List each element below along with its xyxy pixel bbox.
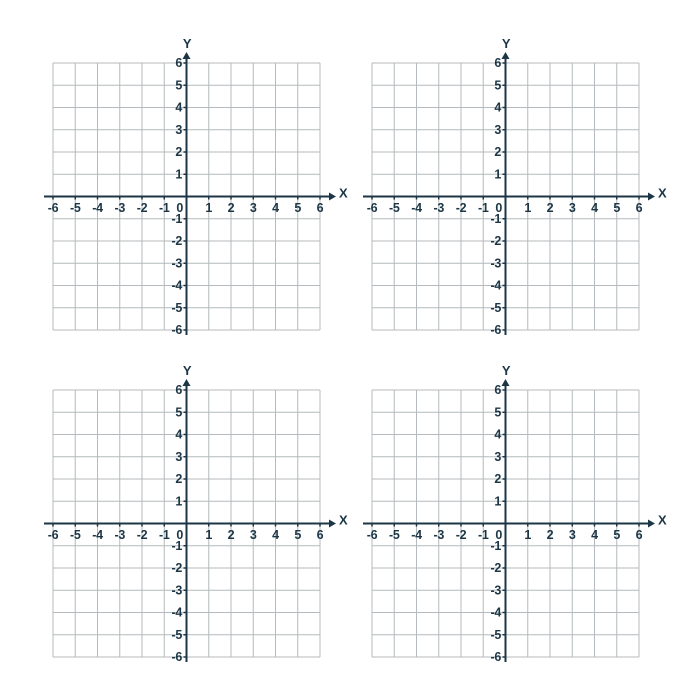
coordinate-plane-top-left	[24, 35, 356, 347]
x-tick-label: -2	[136, 201, 148, 215]
y-tick-label: 4	[494, 100, 501, 115]
x-tick-label: 4	[272, 528, 279, 542]
y-tick-label: -2	[171, 234, 182, 249]
x-tick-label: 1	[205, 528, 213, 542]
y-tick-label: 4	[175, 100, 182, 115]
x-tick-label: -6	[366, 528, 378, 542]
y-tick-label: -1	[490, 211, 501, 226]
y-tick-label: -4	[490, 605, 501, 620]
y-tick-label: 5	[494, 405, 501, 420]
x-axis-label: X	[339, 512, 348, 528]
axes	[44, 385, 330, 665]
x-tick-label: 2	[546, 201, 554, 215]
coordinate-plane-svg	[343, 362, 675, 674]
x-tick-label: -4	[411, 528, 422, 542]
y-tick-label: 5	[494, 78, 501, 93]
x-tick-label: 6	[635, 201, 643, 215]
x-tick-label: 3	[568, 201, 576, 215]
coordinate-plane-top-right	[343, 35, 675, 347]
x-tick-label: -6	[47, 528, 59, 542]
y-axis-label: Y	[501, 363, 511, 378]
x-tick-label: -2	[455, 528, 467, 542]
coordinate-plane-svg	[24, 362, 356, 674]
x-tick-label: -2	[455, 201, 467, 215]
coordinate-plane-svg	[343, 35, 675, 347]
x-tick-label: 5	[294, 201, 302, 215]
x-tick-label: -2	[136, 528, 148, 542]
x-tick-label: 2	[227, 201, 235, 215]
coordinate-plane-svg	[24, 35, 356, 347]
x-tick-label: 1	[524, 201, 532, 215]
y-axis-label: Y	[182, 36, 192, 51]
x-tick-label: -4	[411, 201, 422, 215]
x-tick-label: 5	[613, 201, 621, 215]
x-tick-label: -3	[114, 528, 126, 542]
y-tick-label: 1	[494, 167, 501, 182]
y-axis-label: Y	[501, 36, 511, 51]
y-tick-label: -1	[171, 538, 182, 553]
y-tick-label: 1	[175, 494, 182, 509]
x-tick-label: 5	[294, 528, 302, 542]
y-tick-label: -1	[490, 538, 501, 553]
y-tick-label: -4	[171, 605, 182, 620]
coordinate-plane-bottom-left	[24, 362, 356, 674]
x-axis-arrow-icon	[329, 193, 336, 201]
x-axis-arrow-icon	[648, 193, 655, 201]
y-tick-label: -3	[490, 583, 501, 598]
y-tick-label: -4	[171, 278, 182, 293]
x-tick-label: -5	[388, 201, 400, 215]
x-tick-label: -1	[158, 201, 170, 215]
axes	[363, 58, 649, 338]
x-tick-label: -1	[477, 201, 489, 215]
y-tick-label: 6	[494, 383, 501, 398]
y-tick-label: -6	[490, 323, 501, 338]
y-tick-label: 2	[494, 145, 501, 160]
x-axis-label: X	[339, 185, 348, 201]
x-tick-label: 3	[249, 528, 257, 542]
y-tick-label: 3	[494, 449, 501, 464]
y-tick-label: 4	[175, 427, 182, 442]
x-tick-label: 0	[495, 528, 502, 542]
y-tick-label: 6	[175, 383, 182, 398]
y-axis-arrow-icon	[502, 379, 510, 386]
x-axis-arrow-icon	[329, 520, 336, 528]
y-tick-label: 2	[175, 472, 182, 487]
x-tick-label: 6	[316, 528, 324, 542]
x-axis-arrow-icon	[648, 520, 655, 528]
y-tick-label: 3	[175, 449, 182, 464]
axes	[363, 385, 649, 665]
y-tick-label: -5	[490, 627, 501, 642]
y-tick-label: -3	[171, 583, 182, 598]
y-axis-arrow-icon	[502, 52, 510, 59]
y-tick-label: 2	[494, 472, 501, 487]
x-tick-label: 1	[205, 201, 213, 215]
y-axis-arrow-icon	[183, 52, 191, 59]
x-tick-label: -1	[158, 528, 170, 542]
y-tick-label: -3	[490, 256, 501, 271]
y-tick-label: -2	[490, 561, 501, 576]
x-tick-label: 1	[524, 528, 532, 542]
y-tick-label: -5	[490, 300, 501, 315]
x-tick-label: 6	[635, 528, 643, 542]
x-tick-label: -4	[92, 528, 103, 542]
y-axis-arrow-icon	[183, 379, 191, 386]
coordinate-plane-bottom-right	[343, 362, 675, 674]
x-tick-label: 4	[591, 201, 598, 215]
x-tick-label: 4	[591, 528, 598, 542]
y-axis-label: Y	[182, 363, 192, 378]
x-tick-label: -4	[92, 201, 103, 215]
y-tick-label: 3	[175, 122, 182, 137]
y-tick-label: -6	[171, 323, 182, 338]
x-tick-label: 3	[568, 528, 576, 542]
x-tick-label: 2	[227, 528, 235, 542]
y-tick-label: -1	[171, 211, 182, 226]
x-axis-label: X	[658, 512, 667, 528]
y-tick-label: 5	[175, 78, 182, 93]
y-tick-label: -6	[171, 650, 182, 665]
y-tick-label: -6	[490, 650, 501, 665]
y-tick-label: 5	[175, 405, 182, 420]
y-tick-label: 6	[175, 56, 182, 71]
x-axis-label: X	[658, 185, 667, 201]
x-tick-label: -1	[477, 528, 489, 542]
x-tick-label: 6	[316, 201, 324, 215]
x-tick-label: -3	[433, 201, 445, 215]
y-tick-label: 2	[175, 145, 182, 160]
x-tick-label: -3	[433, 528, 445, 542]
y-tick-label: -3	[171, 256, 182, 271]
x-tick-label: 5	[613, 528, 621, 542]
x-tick-label: -5	[388, 528, 400, 542]
x-tick-label: 0	[176, 528, 183, 542]
y-tick-label: -2	[171, 561, 182, 576]
y-tick-label: 4	[494, 427, 501, 442]
y-tick-label: -5	[171, 627, 182, 642]
y-tick-label: 1	[494, 494, 501, 509]
y-tick-label: 3	[494, 122, 501, 137]
x-tick-label: 0	[176, 201, 183, 215]
x-tick-label: -6	[47, 201, 59, 215]
x-tick-label: -6	[366, 201, 378, 215]
x-tick-label: -3	[114, 201, 126, 215]
y-tick-label: -2	[490, 234, 501, 249]
x-tick-label: -5	[69, 528, 81, 542]
x-tick-label: -5	[69, 201, 81, 215]
y-tick-label: -4	[490, 278, 501, 293]
y-tick-label: -5	[171, 300, 182, 315]
y-tick-label: 1	[175, 167, 182, 182]
axes	[44, 58, 330, 338]
x-tick-label: 4	[272, 201, 279, 215]
x-tick-label: 3	[249, 201, 257, 215]
y-tick-label: 6	[494, 56, 501, 71]
x-tick-label: 0	[495, 201, 502, 215]
x-tick-label: 2	[546, 528, 554, 542]
